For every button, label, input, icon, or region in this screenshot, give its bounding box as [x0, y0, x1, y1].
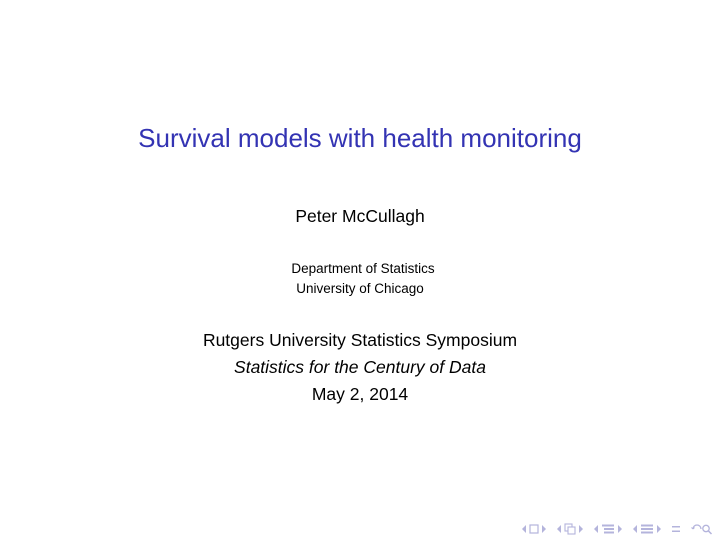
nav-search-icon[interactable] — [690, 521, 714, 537]
nav-next-icon[interactable] — [617, 521, 623, 537]
nav-next-icon[interactable] — [578, 521, 584, 537]
nav-prev-icon[interactable] — [556, 521, 562, 537]
nav-frame-icon[interactable] — [564, 521, 576, 537]
event-name: Rutgers University Statistics Symposium — [202, 330, 518, 350]
nav-align-icon[interactable] — [671, 521, 681, 537]
author-name: Peter McCullagh — [295, 206, 425, 226]
nav-subsection-icon[interactable] — [601, 521, 615, 537]
nav-next-icon[interactable] — [541, 521, 547, 537]
nav-prev-icon[interactable] — [521, 521, 527, 537]
nav-prev-icon[interactable] — [632, 521, 638, 537]
presentation-date: May 2, 2014 — [311, 384, 409, 404]
nav-next-icon[interactable] — [656, 521, 662, 537]
slide-title: Survival models with health monitoring — [138, 123, 582, 153]
event-subtitle: Statistics for the Century of Data — [234, 357, 486, 377]
nav-slide-icon[interactable] — [529, 521, 539, 537]
affiliation-department: Department of Statistics — [291, 261, 435, 276]
nav-prev-icon[interactable] — [593, 521, 599, 537]
navigation-bar — [521, 521, 714, 537]
affiliation-university: University of Chicago — [296, 281, 424, 296]
nav-section-icon[interactable] — [640, 521, 654, 537]
